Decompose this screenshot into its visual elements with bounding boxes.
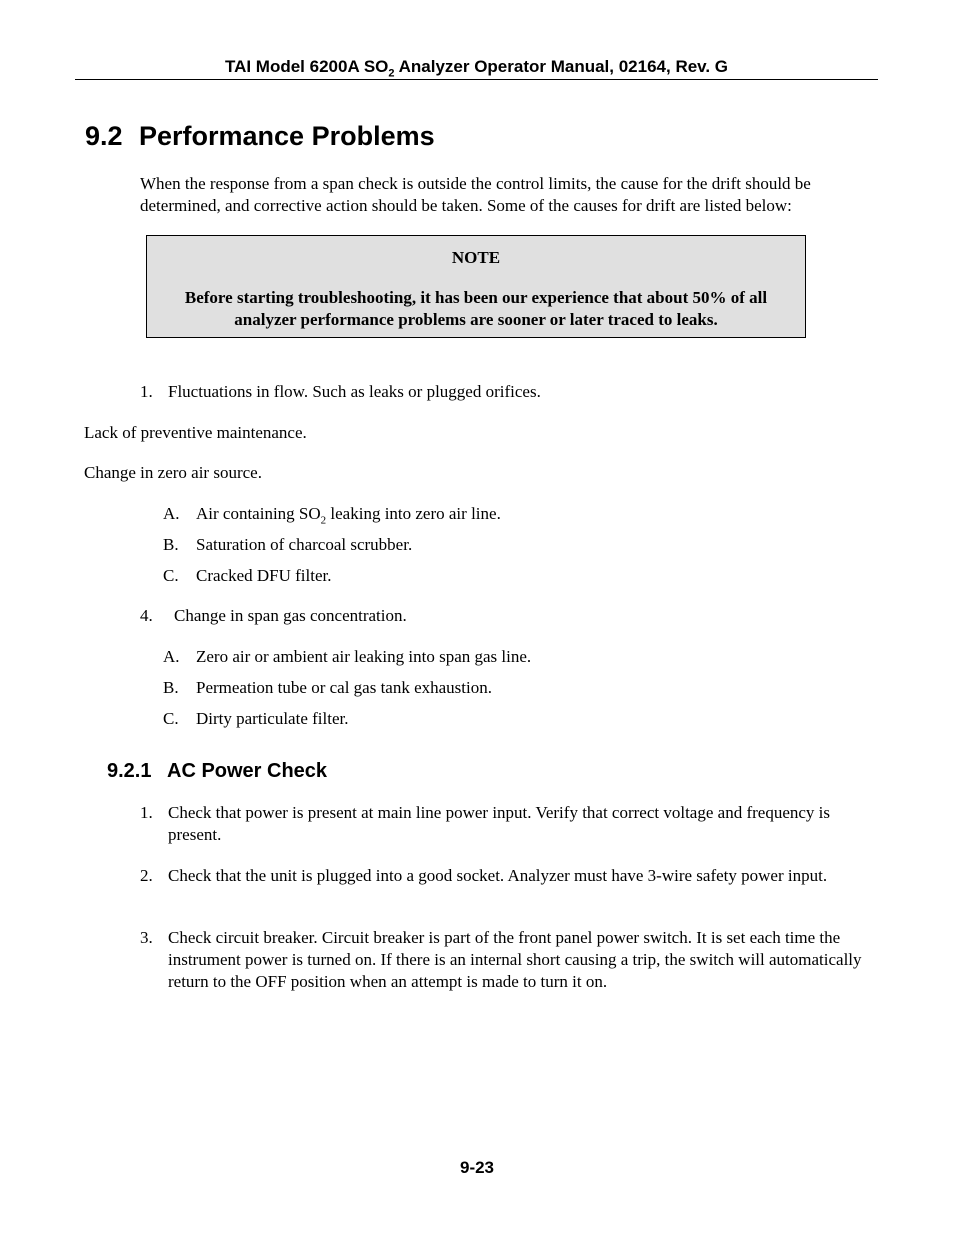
list-marker: B. [163, 678, 179, 697]
step-item [140, 865, 863, 887]
list-item-text-post: leaking into zero air line. [326, 504, 501, 523]
step-marker: 2. [140, 866, 153, 885]
list-item-text: Saturation of charcoal scrubber. [196, 535, 413, 554]
list-marker: A. [163, 647, 180, 666]
section-title: Performance Problems [139, 121, 435, 151]
list-item [163, 646, 531, 668]
step-text: Check circuit breaker. Circuit breaker is part of the front panel power switch. It is set each time the instrument power is turned on. If there is an internal short causing a trip, the switch will automatically return to the OFF position when an attempt is made to turn it on. [168, 928, 862, 991]
subsection-heading [107, 757, 327, 785]
list-item-text: Permeation tube or cal gas tank exhaustion. [196, 678, 492, 697]
list-marker: B. [163, 535, 179, 554]
list-marker: 4. [140, 606, 153, 625]
header-title-subscript: 2 [388, 67, 395, 80]
list-item [163, 534, 412, 556]
list-item [140, 605, 407, 627]
list-marker: C. [163, 709, 179, 728]
note-box [146, 235, 806, 338]
subsection-number: 9.2.1 [107, 760, 152, 782]
page-number: 9-23 [459, 1158, 495, 1177]
running-header [75, 56, 878, 78]
list-item-subscript: 2 [320, 514, 327, 527]
section-number: 9.2 [85, 121, 123, 151]
list-item-text-pre: Air containing SO [196, 504, 321, 523]
list-item [163, 677, 492, 699]
intro-paragraph: When the response from a span check is outside the control limits, the cause for the drift should be determined, and corrective action should be taken. Some of the causes for drift are listed below: [140, 174, 811, 215]
note-text: Before starting troubleshooting, it has been our experience that about 50% of all analyzer performance problems are sooner or later traced to leaks. [184, 288, 768, 329]
zero-air-paragraph: Change in zero air source. [84, 463, 262, 482]
maintenance-paragraph: Lack of preventive maintenance. [84, 423, 307, 442]
list-marker: 1. [140, 382, 153, 401]
list-marker: C. [163, 566, 179, 585]
step-text: Check that the unit is plugged into a good socket. Analyzer must have 3-wire safety power input. [168, 866, 828, 885]
note-title: NOTE [451, 248, 501, 267]
section-heading [85, 118, 435, 154]
list-item-text: Zero air or ambient air leaking into span gas line. [196, 647, 532, 666]
list-item-text: Dirty particulate filter. [196, 709, 349, 728]
step-marker: 1. [140, 803, 153, 822]
list-item-text: Change in span gas concentration. [174, 606, 407, 625]
list-marker: A. [163, 504, 180, 523]
header-title-post: Analyzer Operator Manual, 02164, Rev. G [394, 57, 729, 76]
list-item [163, 503, 501, 525]
step-item [140, 927, 863, 993]
list-item-text: Cracked DFU filter. [196, 566, 332, 585]
step-marker: 3. [140, 928, 153, 947]
subsection-title: AC Power Check [167, 760, 328, 782]
header-title-pre: TAI Model 6200A SO [224, 57, 389, 76]
list-item [140, 381, 541, 403]
step-item [140, 802, 863, 846]
header-rule [75, 79, 878, 80]
list-item [163, 565, 332, 587]
step-text: Check that power is present at main line power input. Verify that correct voltage and frequency is present. [168, 803, 830, 844]
list-item [163, 708, 348, 730]
list-item-text: Fluctuations in flow. Such as leaks or plugged orifices. [168, 382, 541, 401]
